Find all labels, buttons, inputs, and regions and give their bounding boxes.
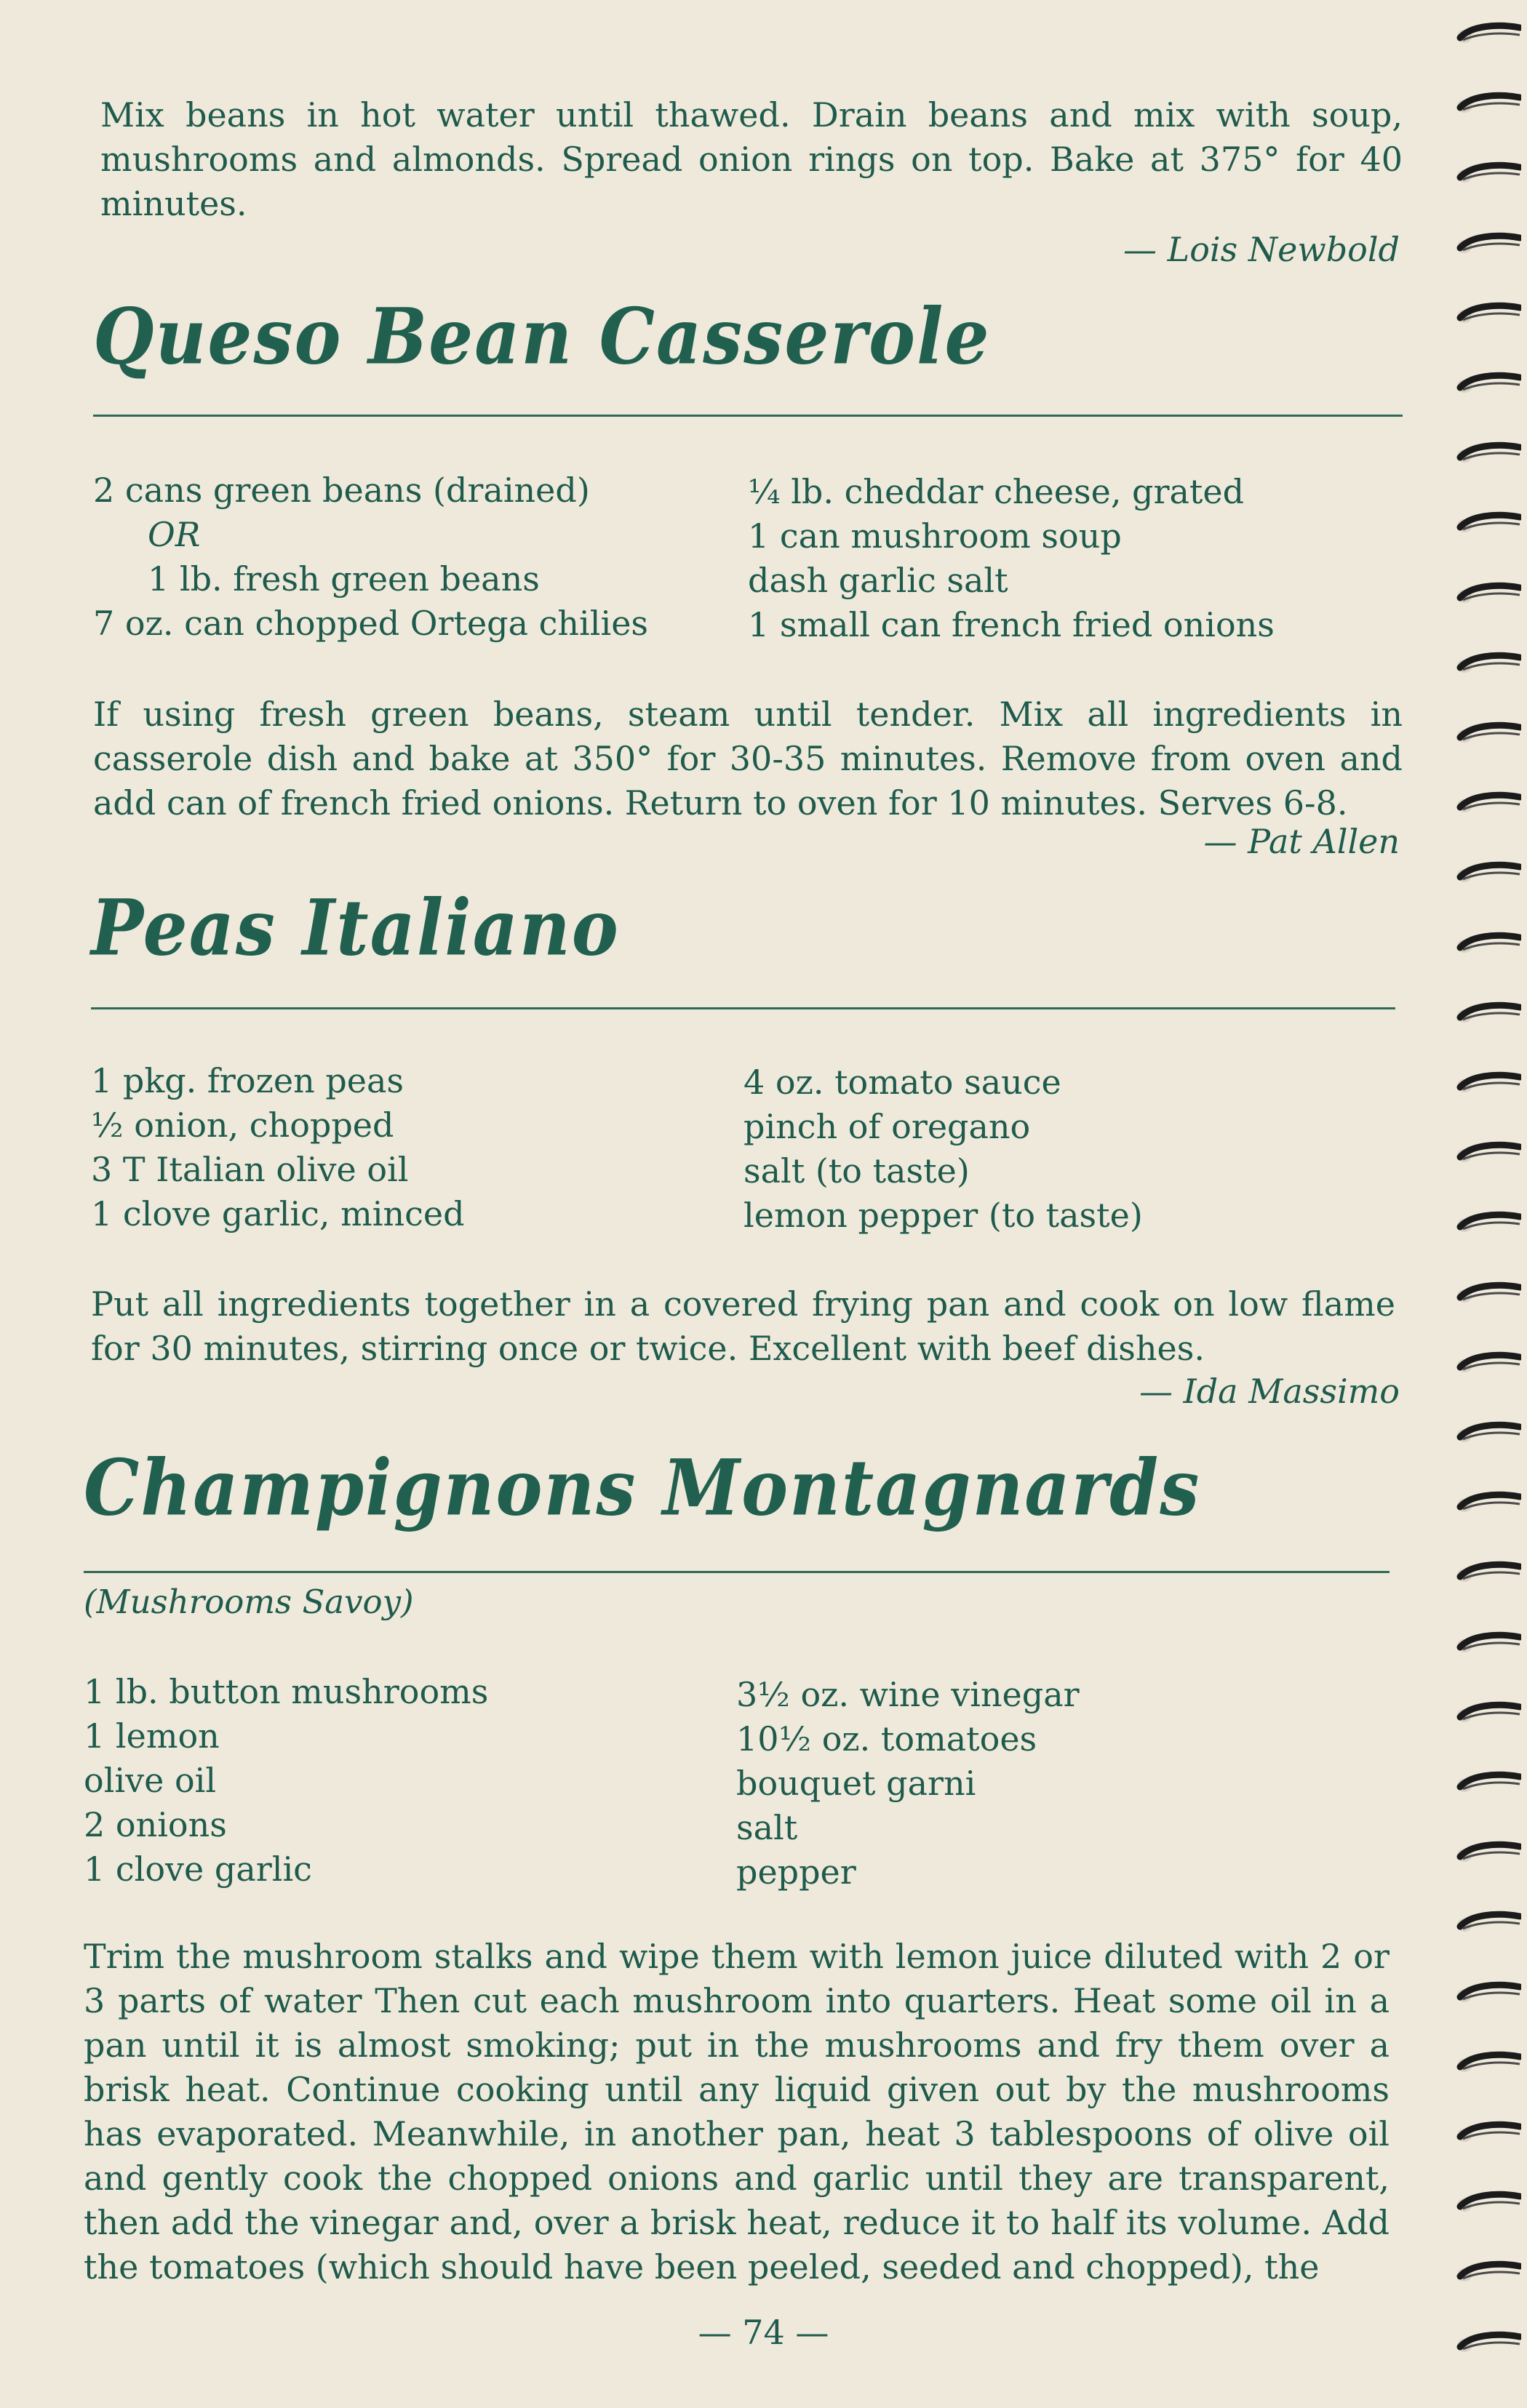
page-number: — 74 —: [698, 2313, 829, 2352]
binding-ring-icon: [1456, 2329, 1521, 2359]
recipe2-author: — Ida Massimo: [1139, 1372, 1400, 1411]
recipe3-ingredients-right: [736, 1673, 1080, 1895]
ingredient: salt: [736, 1808, 798, 1847]
binding-ring-icon: [1456, 440, 1521, 469]
intro-directions: Mix beans in hot water until thawed. Drain beans and mix with soup, mushrooms and almonds. Spread onion rings on top. Bake at 375° for 40 minutes.: [100, 95, 1403, 223]
binding-ring-icon: [1456, 580, 1521, 609]
recipe1-ingredients-right: [748, 470, 1275, 647]
recipe1-directions: If using fresh green beans, steam until tender. Mix all ingredients in casserole dish and bake at 350° for 30-35 minutes. Remove from oven and add can of french fried onions. Return to oven for 10 minutes. Serves 6-8.: [93, 695, 1403, 823]
recipe3-ingredients-left: [84, 1670, 488, 1892]
ingredient: lemon pepper (to taste): [743, 1196, 1143, 1235]
binding-ring-icon: [1456, 1700, 1521, 1729]
binding-ring-icon: [1456, 1630, 1521, 1659]
binding-ring-icon: [1456, 90, 1521, 119]
ingredient: 10½ oz. tomatoes: [736, 1719, 1037, 1759]
recipe2-directions: Put all ingredients together in a covered frying pan and cook on low flame for 30 minutes, stirring once or twice. Excellent with beef dishes.: [91, 1284, 1395, 1368]
ingredient: 3 T Italian olive oil: [91, 1150, 409, 1189]
binding-ring-icon: [1456, 650, 1521, 679]
binding-ring-icon: [1456, 300, 1521, 329]
recipe1-author: — Pat Allen: [1203, 822, 1400, 861]
ingredient: dash garlic salt: [748, 561, 1008, 600]
ingredient: bouquet garni: [736, 1764, 976, 1803]
ingredient: 1 can mushroom soup: [748, 516, 1122, 556]
recipe2-ingredients-left: [91, 1059, 465, 1236]
ingredient: ¼ lb. cheddar cheese, grated: [748, 472, 1245, 511]
ingredient: 2 cans green beans (drained): [93, 471, 590, 510]
binding-ring-icon: [1456, 1000, 1521, 1029]
binding-ring-icon: [1456, 2119, 1521, 2148]
title-divider: [91, 1007, 1395, 1009]
ingredient-or: OR: [148, 515, 201, 554]
recipe3-subtitle: (Mushrooms Savoy): [84, 1583, 414, 1621]
ingredient: 1 lemon: [84, 1716, 220, 1756]
binding-ring-icon: [1456, 1909, 1521, 1938]
binding-ring-icon: [1456, 1980, 1521, 2009]
binding-ring-icon: [1456, 2189, 1521, 2218]
title-divider: [93, 415, 1403, 417]
ingredient: 3½ oz. wine vinegar: [736, 1675, 1080, 1714]
binding-ring-icon: [1456, 2049, 1521, 2079]
ingredient: 4 oz. tomato sauce: [743, 1063, 1061, 1102]
ingredient: ½ onion, chopped: [91, 1105, 394, 1145]
ingredient: olive oil: [84, 1761, 217, 1800]
binding-ring-icon: [1456, 1209, 1521, 1239]
ingredient: 1 lb. button mushrooms: [84, 1672, 489, 1711]
binding-ring-icon: [1456, 2259, 1521, 2288]
ingredient: 7 oz. can chopped Ortega chilies: [93, 604, 649, 643]
binding-ring-icon: [1456, 1070, 1521, 1099]
recipe-title-peas-italiano: Peas Italiano: [91, 882, 620, 973]
binding-ring-icon: [1456, 720, 1521, 749]
ingredient: pepper: [736, 1852, 856, 1892]
binding-ring-icon: [1456, 790, 1521, 819]
binding-ring-icon: [1456, 20, 1521, 49]
ingredient: 1 small can french fried onions: [748, 605, 1275, 644]
binding-ring-icon: [1456, 860, 1521, 889]
binding-ring-icon: [1456, 1839, 1521, 1868]
binding-ring-icon: [1456, 1280, 1521, 1309]
intro-author: — Lois Newbold: [1123, 230, 1400, 269]
ingredient: salt (to taste): [743, 1151, 970, 1191]
recipe-title-champignons-montagnards: Champignons Montagnards: [84, 1442, 1201, 1533]
recipe1-ingredients-left: [93, 468, 648, 646]
ingredient: 1 clove garlic, minced: [91, 1194, 465, 1233]
title-divider: [84, 1571, 1390, 1573]
recipe3-directions: Trim the mushroom stalks and wipe them with lemon juice diluted with 2 or 3 parts of water Then cut each mushroom into quarters. Heat some oil in a pan until it is almost smoking; put in the mushrooms and fry them over a brisk heat. Continue cooking until any liquid given out by the mushrooms has evaporated. Meanwhile, in another pan, heat 3 tablespoons of olive oil and gently cook the chopped onions and garlic until they are transparent, then add the vinegar and, over a brisk heat, reduce it to half its volume. Add the tomatoes (which should have been peeled, seeded and chopped), the: [84, 1937, 1390, 2287]
binding-ring-icon: [1456, 1489, 1521, 1519]
binding-ring-icon: [1456, 1769, 1521, 1799]
binding-ring-icon: [1456, 231, 1521, 260]
binding-ring-icon: [1456, 510, 1521, 539]
binding-ring-icon: [1456, 160, 1521, 189]
ingredient: 1 clove garlic: [84, 1849, 312, 1889]
ingredient: 1 lb. fresh green beans: [148, 559, 540, 599]
recipe-title-queso-bean-casserole: Queso Bean Casserole: [93, 291, 991, 382]
binding-ring-icon: [1456, 1420, 1521, 1449]
binding-ring-icon: [1456, 930, 1521, 959]
recipe2-ingredients-right: [743, 1060, 1143, 1238]
spiral-binding: [1447, 0, 1527, 2408]
binding-ring-icon: [1456, 370, 1521, 399]
ingredient: 1 pkg. frozen peas: [91, 1061, 404, 1100]
ingredient: 2 onions: [84, 1805, 227, 1844]
binding-ring-icon: [1456, 1559, 1521, 1588]
binding-ring-icon: [1456, 1350, 1521, 1379]
ingredient: pinch of oregano: [743, 1107, 1031, 1146]
binding-ring-icon: [1456, 1140, 1521, 1169]
